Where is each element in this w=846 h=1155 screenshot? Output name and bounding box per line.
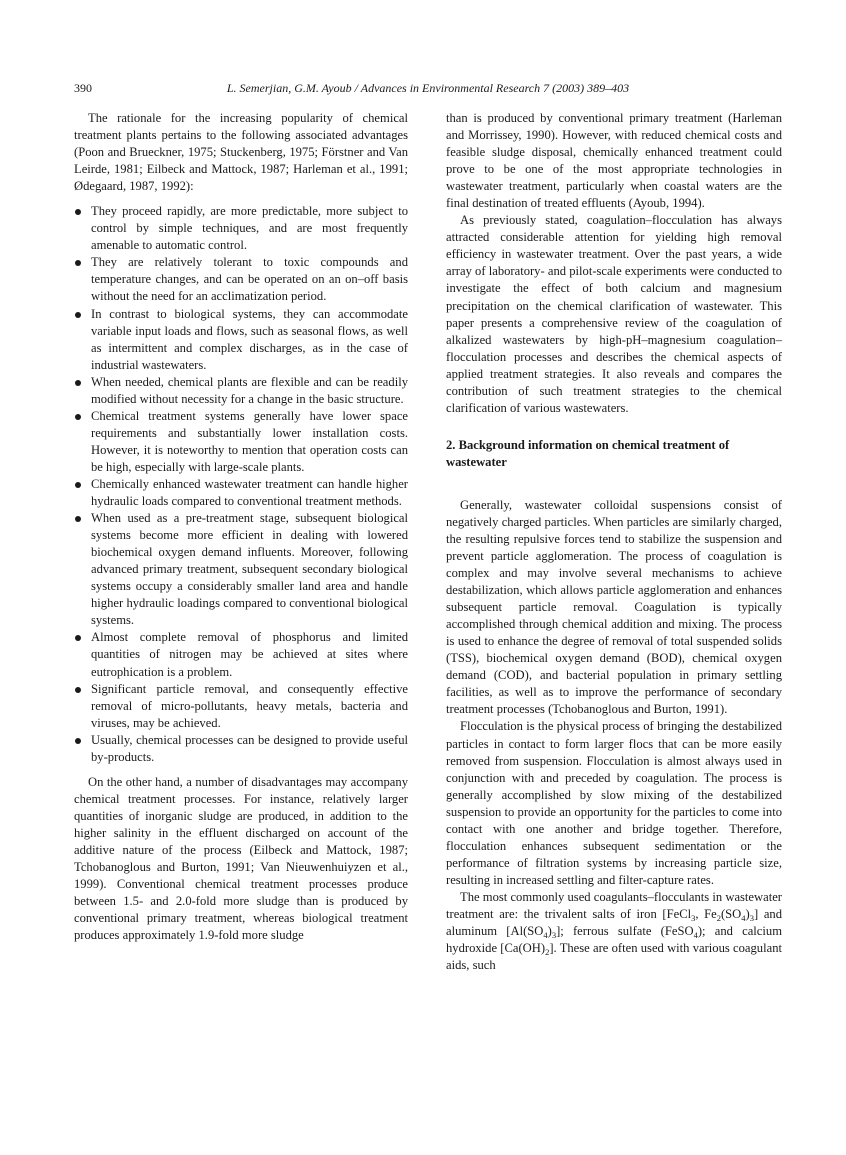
bullet-icon — [75, 209, 81, 215]
list-item: When needed, chemical plants are flexible and can be readily modified without necessity for a change in the basic structure. — [74, 374, 408, 408]
running-title: L. Semerjian, G.M. Ayoub / Advances in Environmental Research 7 (2003) 389–403 — [226, 81, 630, 95]
page-number: 390 — [74, 81, 92, 95]
bullet-icon — [75, 516, 81, 522]
bullet-icon — [75, 482, 81, 488]
generally-paragraph: Generally, wastewater colloidal suspensions consist of negatively charged particles. When particles are similarly charged, the resulting repulsive forces tend to stabilize the suspension and prevent particle agglomeration. The process of coagulation is complex and may involve several mechanisms to achieve destabilization, which allows particle agglomeration and enhances subsequent particle removal. Coagulation is typically accomplished through chemical addition and mixing. The process is used to enhance the degree of removal of total suspended solids (TSS), biochemical oxygen demand (BOD), chemical oxygen demand (COD), and bacterial population in primary settling facilities, as well as to improve the performance of secondary treatment processes (Tchobanoglous and Burton, 1991). — [446, 497, 782, 717]
bullet-icon — [75, 687, 81, 693]
list-item: Usually, chemical processes can be designed to provide useful by-products. — [74, 732, 408, 766]
page-header — [74, 79, 782, 97]
advantages-list — [74, 203, 408, 766]
list-item: When used as a pre-treatment stage, subsequent biological systems become more efficient in dealing with lowered biochemical oxygen demand influents. Moreover, following advanced primary treatment, subsequent secondary biological systems occupy a considerably smaller land area and handle higher hydraulic loadings compared to conventional biological systems. — [74, 510, 408, 629]
continuation-paragraph: than is produced by conventional primary treatment (Harleman and Morrissey, 1990). However, with reduced chemical costs and feasible sludge disposal, chemically enhanced treatment could prove to be one of the most appropriate technologies in wastewater treatment, particularly when coastal waters are the final destination of treated effluents (Ayoub, 1994). — [446, 111, 782, 211]
left-column — [74, 110, 408, 944]
list-item: Significant particle removal, and consequently effective removal of micro-pollutants, heavy metals, bacteria and viruses, may be achieved. — [74, 681, 408, 732]
list-item: Almost complete removal of phosphorus and limited quantities of nitrogen may be achieved at sites where eutrophication is a problem. — [74, 629, 408, 680]
bullet-icon — [75, 414, 81, 420]
bullet-icon — [75, 738, 81, 744]
bullet-icon — [75, 635, 81, 641]
list-item: They are relatively tolerant to toxic compounds and temperature changes, and can be operated on an on–off basis without the need for an acclimatization period. — [74, 254, 408, 305]
section-heading: 2. Background information on chemical treatment of wastewater — [446, 437, 730, 469]
bullet-icon — [75, 260, 81, 266]
bullet-icon — [75, 312, 81, 318]
coagulants-paragraph: The most commonly used coagulants–flocculants in wastewater treatment are: the trivalent salts of iron [FeCl$_3$, $Fe_2(SO_4)_3$] and aluminum $[Al(SO_4)_3]$; ferrous sulfate (FeSO$_4$); and calcium hydroxide $[Ca(OH)_2]$. These are often used with various coagulant aids, such — [446, 889, 782, 973]
intro-paragraph: The rationale for the increasing popularity of chemical treatment plants pertains to the following associated advantages (Poon and Brueckner, 1975; Stuckenberg, 1975; Förstner and Van Leirde, 1981; Eilbeck and Mattock, 1987; Harleman et al., 1991; Ødegaard, 1987, 1992): — [74, 111, 408, 194]
previously-paragraph: As previously stated, coagulation–flocculation has always attracted considerable attention for yielding high removal efficiency in wastewater treatment. Over the past years, a wide array of laboratory- and pilot-scale experiments were conducted to investigate the effect of both calcium and magnesium precipitation on the chemical clarification of wastewater. This paper presents a comprehensive review of the coagulation of alkalized wastewaters by high-pH–magnesium coagulation–flocculation processes and describes the chemical aspects of applied treatment strategies. It also reveals and compares the contribution of such treatment strategies to the chemical clarification of various wastewaters. — [446, 213, 782, 415]
list-item: In contrast to biological systems, they can accommodate variable input loads and flows, such as seasonal flows, as well as intermittent and complex discharges, as in the case of industrial wastewaters. — [74, 306, 408, 374]
flocculation-paragraph: Flocculation is the physical process of bringing the destabilized particles in contact to form larger flocs that can be more easily removed from suspension. Flocculation is almost always used in conjunction with and preceded by coagulation. The process is generally accomplished by slow mixing of the destabilized suspension to provide an opportunity for the particles to come into contact with one another and bridge together. Therefore, flocculation enhances subsequent sedimentation or the performance of filtration systems by increasing particle size, resulting in increased settling and filter-capture rates. — [446, 719, 782, 887]
right-column — [446, 110, 782, 974]
disadvantages-paragraph: On the other hand, a number of disadvantages may accompany chemical treatment processes. For instance, relatively larger quantities of inorganic sludge are produced, in addition to the higher salinity in the effluent discharged on account of the additive nature of the process (Eilbeck and Mattock, 1987; Tchobanoglous and Burton, 1991; Van Nieuwenhuiyzen et al., 1999). Conventional chemical treatment processes produce between 1.5- and 2.0-fold more sludge than is produced by conventional primary treatment, whereas biological treatment produces approximately 1.9-fold more sludge — [74, 774, 408, 943]
list-item: Chemical treatment systems generally have lower space requirements and substantially lower installation costs. However, it is noteworthy to mention that operation costs can be high, especially with large-scale plants. — [74, 408, 408, 476]
list-item: They proceed rapidly, are more predictable, more subject to control by simple techniques, and are most frequently amenable to automatic control. — [74, 203, 408, 254]
list-item: Chemically enhanced wastewater treatment can handle higher hydraulic loads compared to conventional treatment methods. — [74, 476, 408, 510]
bullet-icon — [75, 380, 81, 386]
